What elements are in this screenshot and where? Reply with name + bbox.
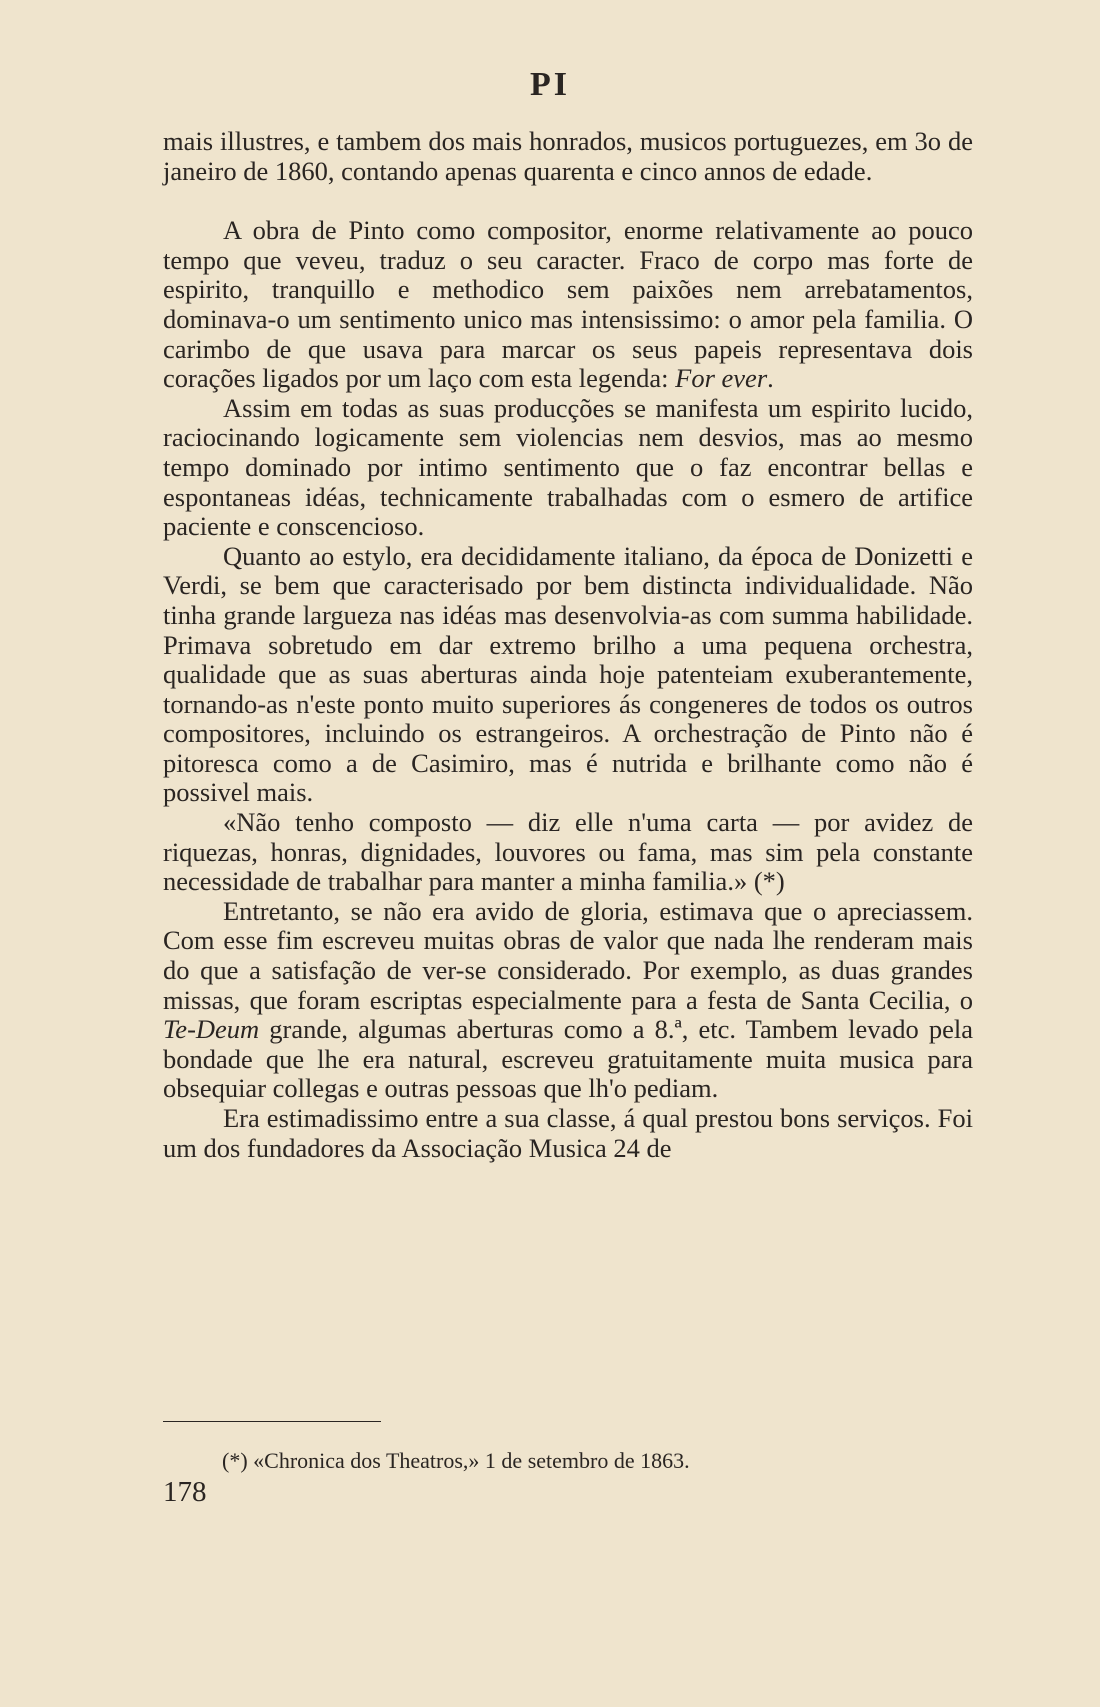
footnote: (*) «Chronica dos Theatros,» 1 de setembro de 1863. <box>222 1448 690 1473</box>
paragraph-2-italic: For ever <box>675 363 768 394</box>
paragraph-6-text: Entretanto, se não era avido de gloria, estimava que o apreciassem. Com esse fim escreveu muitas obras de valor que nada lhe renderam mais do que a satisfação de ver-se considerado. Por exemplo, as duas grandes missas, que foram escriptas especialmente para a festa de Santa Cecilia, o <box>163 895 973 1015</box>
body-text <box>163 127 973 1163</box>
paragraph-2 <box>163 216 973 394</box>
paragraph-4: Quanto ao estylo, era decididamente italiano, da época de Donizetti e Verdi, se bem que caracterisado por bem distincta individualidade. Não tinha grande largueza nas idéas mas desenvolvia-as com summa habilidade. Primava sobretudo em dar extremo brilho a uma pequena orchestra, qualidade que as suas aberturas ainda hoje patenteiam exuberantemente, tornando-as n'este ponto muito superiores ás congeneres de todos os outros compositores, incluindo os estrangeiros. A orchestração de Pinto não é pitoresca como a de Casimiro, mas é nutrida e brilhante como não é possivel mais. <box>163 540 973 808</box>
paragraph-7: Era estimadissimo entre a sua classe, á qual prestou bons serviços. Foi um dos fundadores da Associação Musica 24 de <box>163 1103 973 1163</box>
paragraph-1: mais illustres, e tambem dos mais honrados, musicos portuguezes, em 3o de janeiro de 1860, contando apenas quarenta e cinco annos de edade. <box>163 126 973 186</box>
paragraph-6 <box>163 897 973 1104</box>
paragraph-6-italic: Te-Deum <box>163 1014 260 1045</box>
page-number: 178 <box>163 1476 207 1508</box>
footnote-divider <box>163 1421 381 1422</box>
paragraph-6-end: grande, algumas aberturas como a 8.ª, etc. Tambem levado pela bondade que lhe era natural, escreveu gratuitamente muita musica para obsequiar collegas e outras pessoas que lh'o pediam. <box>163 1014 973 1104</box>
paragraph-2-text: A obra de Pinto como compositor, enorme relativamente ao pouco tempo que veveu, traduz o seu caracter. Fraco de corpo mas forte de espirito, tranquillo e methodico sem paixões nem arrebatamentos, dominava-o um sentimento unico mas intensissimo: o amor pela familia. O carimbo de que usava para marcar os seus papeis representava dois corações ligados por um laço com esta legenda: <box>163 215 973 394</box>
running-header: PI <box>530 66 570 103</box>
paragraph-2-end: . <box>767 363 774 394</box>
paragraph-3: Assim em todas as suas producções se manifesta um espirito lucido, raciocinando logicamente sem violencias nem desvios, mas ao mesmo tempo dominado por intimo sentimento que o faz encontrar bellas e espontaneas idéas, technicamente trabalhadas com o esmero de artifice paciente e conscencioso. <box>163 392 973 542</box>
paragraph-5-quote: «Não tenho composto — diz elle n'uma carta — por avidez de riquezas, honras, dignidades, louvores ou fama, mas sim pela constante necessidade de trabalhar para manter a minha familia.» (*) <box>163 807 973 897</box>
